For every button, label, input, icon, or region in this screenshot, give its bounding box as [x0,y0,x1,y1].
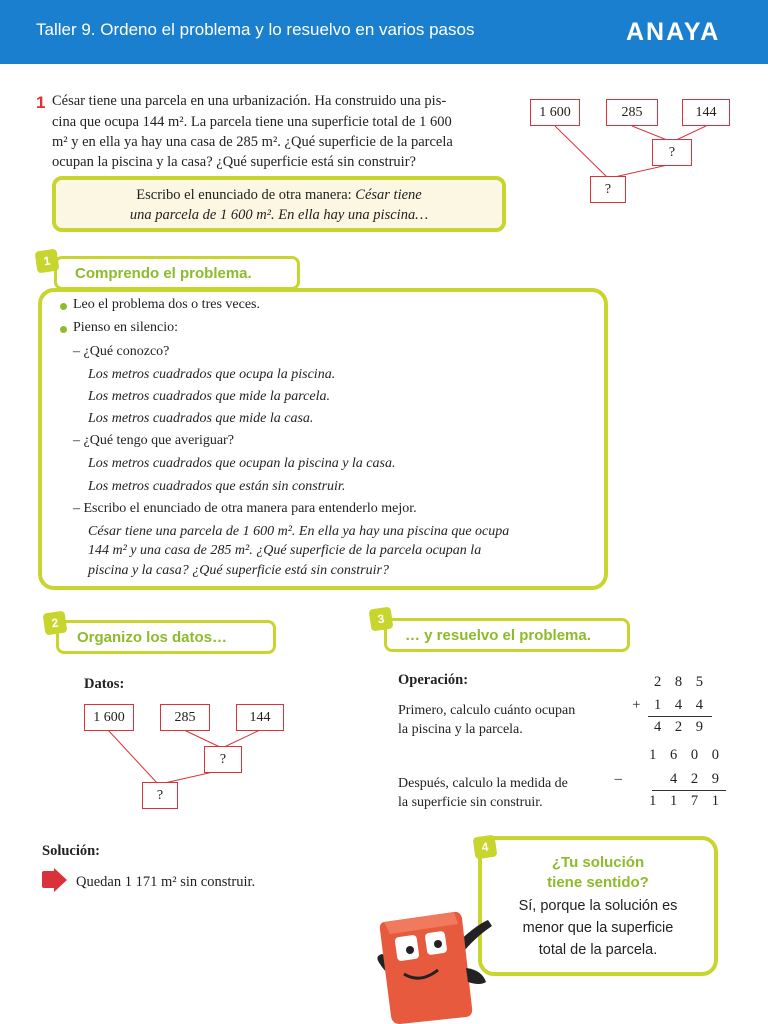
check-box [478,836,718,976]
mascot-icon [356,890,506,1024]
step1-line: – ¿Qué tengo que averiguar? [73,433,234,448]
rewrite-hint-box [52,176,506,232]
problem-number: 1 [36,93,46,112]
data-box-house: 285 [160,704,210,731]
unknown-box-sum: ? [652,139,692,166]
problem-line: ocupan la piscina y la casa? ¿Qué superficie está sin construir? [52,154,416,170]
bullet-icon [60,303,67,310]
data-box-pool: 144 [682,99,730,126]
step-1-badge: 1 [35,249,60,274]
step-1-title: Comprendo el problema. [54,256,300,290]
sub-rule [652,790,726,791]
step1-line: Los metros cuadrados que ocupan la piscina y la casa. [88,456,396,471]
sum-operand-a: 2 8 5 [654,674,708,690]
step1-line: – Escribo el enunciado de otra manera para entenderlo mejor. [73,501,417,516]
step-3-title: … y resuelvo el problema. [384,618,630,652]
sum-rule [648,716,712,717]
step-2-title: Organizo los datos… [56,620,276,654]
step1-line: Pienso en silencio: [73,320,178,335]
sub-operand-b: – 4 2 9 [614,771,724,787]
data-box-total: 1 600 [530,99,580,126]
page-title: Taller 9. Ordeno el problema y lo resuelvo en varios pasos [36,20,475,39]
step-3-badge: 3 [369,607,394,632]
step1-line: – ¿Qué conozco? [73,344,170,359]
check-text-line: Sí, porque la solución es [518,898,678,914]
check-text-line: total de la parcela. [538,942,658,958]
step1-line: Los metros cuadrados que mide la casa. [88,411,314,426]
sum-result: 4 2 9 [654,719,708,735]
sum-operand-b: + 1 4 4 [632,697,708,713]
sub-operand-a: 1 6 0 0 [649,747,724,763]
data-box-pool: 144 [236,704,284,731]
data-box-total: 1 600 [84,704,134,731]
bullet-icon [60,326,67,333]
step1-line: Los metros cuadrados que mide la parcela. [88,389,330,404]
arrow-right-icon [40,868,68,894]
step1-line: 144 m² y una casa de 285 m². ¿Qué superficie de la parcela ocupan la [88,543,482,558]
check-title-line: tiene sentido? [547,874,649,891]
rewrite-line-2: una parcela de 1 600 m². En ella hay una piscina… [129,207,429,223]
brand-logo: ANAYA [626,18,721,46]
problem-line: m² y en ella ya hay una casa de 285 m². ¿Qué superficie de la parcela [52,134,453,150]
unknown-box-sum: ? [204,746,242,773]
solution-label: Solución: [42,843,101,859]
sub-result: 1 1 7 1 [649,793,724,809]
operation-label: Operación: [398,672,469,688]
step1-line: Leo el problema dos o tres veces. [73,297,260,312]
problem-line: cina que ocupa 144 m². La parcela tiene una superficie total de 1 600 [52,114,452,130]
step1-line: Los metros cuadrados que están sin construir. [88,479,346,494]
second-step-line: Después, calculo la medida de [398,776,568,791]
data-box-house: 285 [606,99,658,126]
solution-text: Quedan 1 171 m² sin construir. [76,874,256,890]
check-text-line: menor que la superficie [522,920,674,936]
check-title-line: ¿Tu solución [551,854,645,871]
first-step-line: Primero, calculo cuánto ocupan [398,703,576,718]
data-label: Datos: [84,676,125,692]
unknown-box-result: ? [590,176,626,203]
second-step-line: la superficie sin construir. [398,795,543,810]
unknown-box-result: ? [142,782,178,809]
problem-line: César tiene una parcela en una urbanización. Ha construido una pis- [52,93,447,109]
step-2-badge: 2 [43,611,68,636]
step1-line: piscina y la casa? ¿Qué superficie está sin construir? [88,563,389,578]
rewrite-line-1: Escribo el enunciado de otra manera: César tiene [136,187,422,203]
step1-line: Los metros cuadrados que ocupa la piscina. [88,367,336,382]
step-4-badge: 4 [473,835,498,860]
first-step-line: la piscina y la parcela. [398,722,523,737]
step1-line: César tiene una parcela de 1 600 m². En ella ya hay una piscina que ocupa [88,524,510,539]
